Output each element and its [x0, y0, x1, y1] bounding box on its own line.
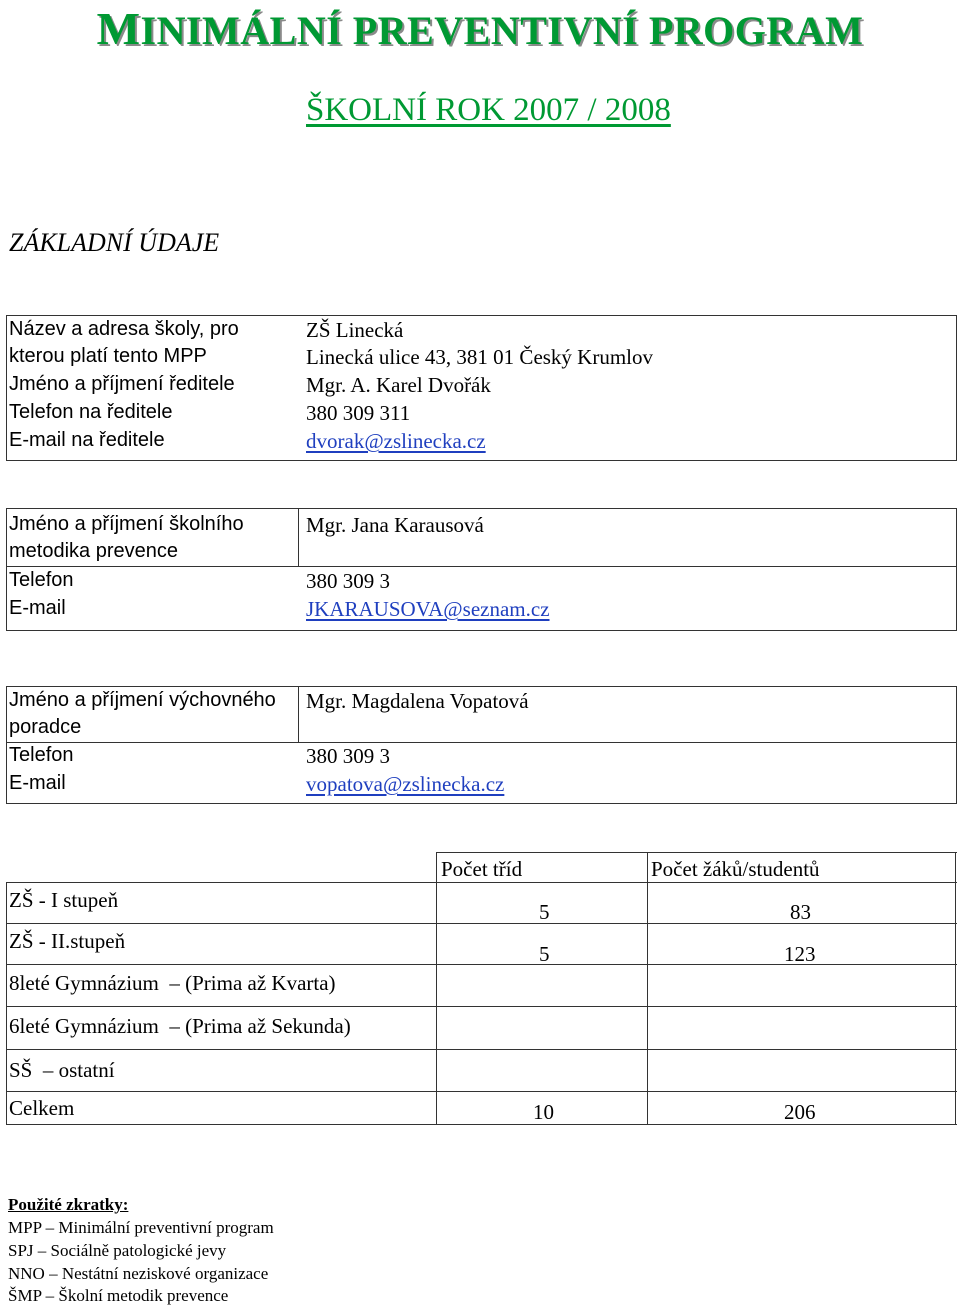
table-line-1: [6, 882, 957, 883]
director-name: Mgr. A. Karel Dvořák: [306, 373, 491, 397]
label-counselor-phone: Telefon: [9, 744, 74, 766]
label-school-address-1: Název a adresa školy, pro: [9, 318, 239, 340]
methodist-phone: 380 309 3: [306, 569, 390, 593]
table-line-2: [6, 923, 957, 924]
abbreviation-item: ŠMP – Školní metodik prevence: [8, 1286, 229, 1305]
row-label: SŠ – ostatní: [9, 1058, 115, 1082]
label-methodist-1: Jméno a příjmení školního: [9, 513, 244, 535]
label-methodist-phone: Telefon: [9, 569, 74, 591]
label-director-email: E-mail na ředitele: [9, 429, 165, 451]
counselor-name: Mgr. Magdalena Vopatová: [306, 689, 529, 713]
director-phone: 380 309 311: [306, 401, 411, 425]
row-label: ZŠ - II.stupeň: [9, 929, 126, 953]
abbreviation-item: SPJ – Sociálně patologické jevy: [8, 1241, 227, 1260]
document-title: [0, 2, 960, 55]
title-rest: INIMÁLNÍ PREVENTIVNÍ PROGRAM: [140, 8, 864, 53]
label-counselor-email: E-mail: [9, 772, 66, 794]
header-students: Počet žáků/studentů: [651, 857, 820, 881]
table-col-divider-1: [436, 852, 437, 1124]
label-counselor-1: Jméno a příjmení výchovného: [9, 689, 276, 711]
table-left: [6, 882, 7, 1124]
total-students: 206: [784, 1100, 816, 1124]
counselor-column-divider: [298, 686, 299, 742]
school-address: Linecká ulice 43, 381 01 Český Krumlov: [306, 345, 654, 369]
methodist-divider: [6, 566, 957, 567]
counselor-phone: 380 309 3: [306, 744, 390, 768]
label-counselor-2: poradce: [9, 716, 82, 738]
abbreviation-item: MPP – Minimální preventivní program: [8, 1218, 274, 1237]
table-line-5: [6, 1049, 957, 1050]
row-label-total: Celkem: [9, 1096, 75, 1120]
row-label: 8leté Gymnázium – (Prima až Kvarta): [9, 971, 336, 995]
table-col-divider-2: [647, 852, 648, 1124]
table-top-header: [436, 852, 957, 853]
total-classes: 10: [533, 1100, 554, 1124]
label-methodist-2: metodika prevence: [9, 540, 178, 562]
header-classes: Počet tříd: [441, 857, 523, 881]
director-email-link[interactable]: dvorak@zslinecka.cz: [306, 429, 486, 453]
abbreviations-heading: Použité zkratky:: [8, 1195, 129, 1214]
table-line-4: [6, 1006, 957, 1007]
row-label: ZŠ - I stupeň: [9, 888, 119, 912]
row-label: 6leté Gymnázium – (Prima až Sekunda): [9, 1014, 351, 1038]
table-right: [955, 852, 956, 1124]
table-line-6: [6, 1091, 957, 1092]
counselor-divider: [6, 742, 957, 743]
section-heading: ZÁKLADNÍ ÚDAJE: [9, 228, 220, 257]
label-director-phone: Telefon na ředitele: [9, 401, 173, 423]
title-initial: M: [96, 3, 141, 54]
row-classes: 5: [539, 942, 550, 966]
label-school-address-2: kterou platí tento MPP: [9, 345, 207, 367]
school-name: ZŠ Linecká: [306, 318, 404, 342]
row-classes: 5: [539, 900, 550, 924]
label-methodist-email: E-mail: [9, 597, 66, 619]
methodist-name: Mgr. Jana Karausová: [306, 513, 484, 537]
school-year-title: ŠKOLNÍ ROK 2007 / 2008: [306, 92, 671, 128]
row-students: 123: [784, 942, 816, 966]
row-students: 83: [790, 900, 811, 924]
label-director: Jméno a příjmení ředitele: [9, 373, 235, 395]
counselor-email-link[interactable]: vopatova@zslinecka.cz: [306, 772, 505, 796]
methodist-column-divider: [298, 508, 299, 566]
abbreviation-item: NNO – Nestátní neziskové organizace: [8, 1264, 269, 1283]
methodist-email-link[interactable]: JKARAUSOVA@seznam.cz: [306, 597, 550, 621]
